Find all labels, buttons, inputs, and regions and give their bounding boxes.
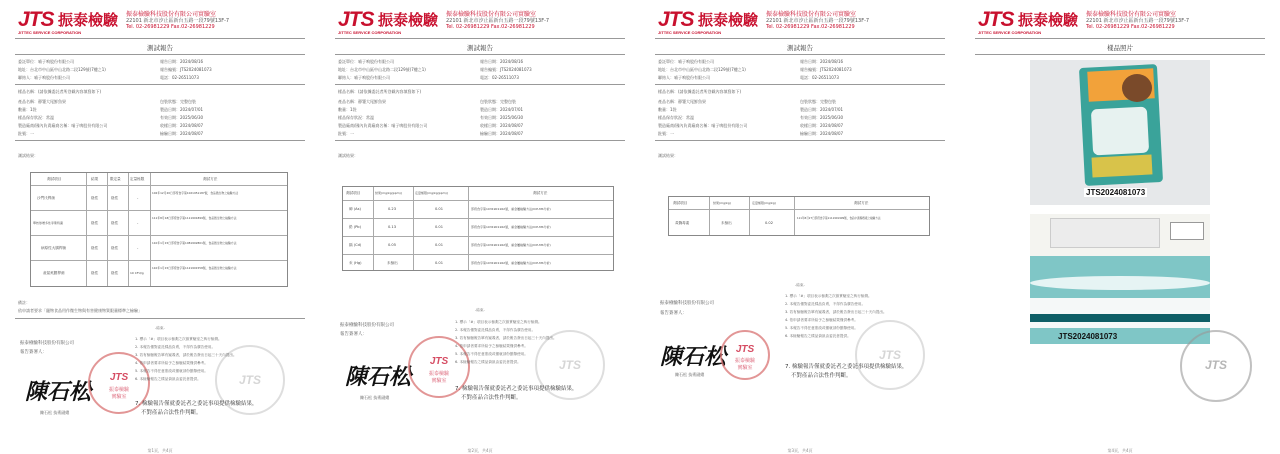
brand-name: 振泰檢驗 <box>698 11 759 29</box>
note-7: 7. 檢驗報告僅就委託者之委託事項提供檢驗結果， <box>785 364 908 370</box>
signer-label: 報告簽署人： <box>20 350 47 355</box>
note: 5. 本報告不得任意塗改或僅就部份節錄使用。 <box>455 352 528 356</box>
client-phone: 電話：02-26511073 <box>480 75 519 80</box>
micro-table <box>30 172 288 287</box>
page-footer: 第1頁，共4頁 <box>147 448 173 453</box>
table-cell: 陰性 <box>111 271 119 275</box>
table-cell: 部授食字第1031901162號，重金屬檢驗方法(ICP-MS分析) <box>471 225 551 229</box>
note-7b: 不對產品合法性作判斷。 <box>141 410 202 416</box>
logo-subtitle: JITTEC SERVICE CORPORATION <box>338 30 402 35</box>
watermark-seal: JTS <box>855 320 925 390</box>
table-cell: - <box>137 221 139 225</box>
note: 6. 本檢驗報告之樣品資訊由委託者提供。 <box>135 377 201 381</box>
logo-subtitle: JITTEC SERVICE CORPORATION <box>978 30 1042 35</box>
mfg-date: 製造日期：2024/07/01 <box>480 107 524 112</box>
corp-address: 22101 新北市汐止區新台五路一段79號13F-7 <box>126 18 230 24</box>
client-address: 地址：台北市中山區中山北路二段129號(7樓之1) <box>18 67 106 72</box>
table-cell: 單核球增多性李斯特菌 <box>33 221 64 225</box>
client: 委託單位：喵子嗚股份有限公司 <box>658 59 714 64</box>
header-rule <box>655 38 945 39</box>
table-header: 測試項目 <box>346 191 361 195</box>
page-title: 樣品照片 <box>1107 44 1133 52</box>
watermark-seal: JTS <box>1180 330 1252 402</box>
page-footer: 第2頁，共4頁 <box>467 448 493 453</box>
signer-name: 陳石松 技術副總 <box>675 372 705 377</box>
photo-caption: JTS2024081073 <box>1086 188 1146 197</box>
end-mark: -結束- <box>155 326 165 330</box>
table-header: 測試方法 <box>854 201 869 205</box>
table-cell: 部授食字第1031901162號，重金屬檢驗方法(ICP-MS分析) <box>471 243 551 247</box>
signature: 陳石松 <box>345 364 412 390</box>
note: 6. 本檢驗報告之樣品資訊由委託者提供。 <box>785 334 851 338</box>
note: 4. 依申請者要求所給予之檢驗結果僅供參考。 <box>135 361 208 365</box>
table-cell: 0.05 <box>388 243 397 247</box>
table-cell: 110年1月15日部授食字第1081902801號，食品微生物之檢驗方法 <box>152 241 237 245</box>
info-rule <box>15 84 305 85</box>
product-name: 產品名稱：靜饕大尾鮮魚果 <box>338 99 386 104</box>
note: 2. 本報告僅對委託樣品負責，不得作為廣告使用。 <box>455 328 536 332</box>
table-header: 定量極限(mg/kg(ppm)) <box>415 191 448 195</box>
table-header: 測試方法 <box>203 177 218 181</box>
sign-company: 振泰檢驗科技股份有限公司 <box>20 341 74 346</box>
expiry-date: 有效日期：2025/06/30 <box>160 115 204 120</box>
logo-subtitle: JITTEC SERVICE CORPORATION <box>658 30 722 35</box>
quantity: 數量：1袋 <box>338 107 357 112</box>
report-page-2 <box>330 0 630 454</box>
client-contact: 聯絡人：喵子嗚股份有限公司 <box>18 75 70 80</box>
table-cell: 111年8月27日部授食字第1111901999號，食品中黃麴毒素之檢驗方法 <box>797 217 881 220</box>
table-cell: 產氣莢膜桿菌 <box>43 271 65 275</box>
remark-text: 依申請者要求「寵物食品用作微生物與有害健康物質限量標準之檢驗」 <box>18 308 142 313</box>
corp-name: 振泰檢驗科技股份有限公司實驗室 <box>126 11 217 18</box>
table-header: 結果 <box>91 177 99 181</box>
header-rule <box>335 38 625 39</box>
jts-logo: JTS <box>658 8 694 31</box>
table-cell: 病原性大腸桿菌 <box>41 246 67 250</box>
note-7: 7. 檢驗報告僅就委託者之委託事項提供檢驗結果， <box>135 401 258 407</box>
sample-heading: 樣品名稱：(請依據委託者所登載內容填寫如下) <box>338 89 422 94</box>
table-cell: 0.01 <box>435 243 444 247</box>
report-number: 報告編號：JTS2024081073 <box>480 67 532 72</box>
table-cell: - <box>137 196 139 200</box>
jts-logo: JTS <box>18 8 54 31</box>
result-label: 測試結果： <box>18 153 38 158</box>
corp-name: 振泰檢驗科技股份有限公司實驗室 <box>766 11 857 18</box>
batch: 批號：一 <box>338 131 354 136</box>
report-page-4 <box>970 0 1270 454</box>
remark-label: 備註： <box>18 300 30 305</box>
table-cell: 0.01 <box>435 225 444 229</box>
sample-photo-back <box>1030 214 1210 344</box>
table-cell: 110年1月15日部授食字第1121901558號，食品微生物之檢驗方法 <box>152 266 237 270</box>
batch: 批號：一 <box>658 131 674 136</box>
note-7: 7. 檢驗報告僅就委託者之委託事項提供檢驗結果， <box>455 386 578 392</box>
page-title: 測試報告 <box>467 44 493 52</box>
table-cell: 未檢出 <box>721 221 732 225</box>
header-rule <box>975 38 1265 39</box>
letterhead <box>338 6 628 36</box>
table-cell: 0.02 <box>765 221 774 225</box>
table-cell: 部授食字第1031901162號，重金屬檢驗方法(ICP-MS分析) <box>471 207 551 211</box>
table-cell: 0.01 <box>435 261 444 265</box>
table-header: 測試項目 <box>673 201 688 205</box>
note: 3. 若有檢驗報告單有疑義者，請於報告發出日起三十天內提出。 <box>455 336 557 340</box>
table-header: 限定量 <box>110 177 121 181</box>
corp-address: 22101 新北市汐止區新台五路一段79號13F-7 <box>766 18 870 24</box>
table-header: 測試方法 <box>533 191 548 195</box>
title-rule <box>335 54 625 55</box>
report-date: 報告日期：2024/08/16 <box>480 59 524 64</box>
page-footer: 第4頁，共4頁 <box>1107 448 1133 453</box>
table-cell: 111年8月18日部授食字第1111901899號，食品微生物之檢驗方法 <box>152 216 237 220</box>
table-header: 定量極限 <box>130 177 145 181</box>
sign-company: 振泰檢驗科技股份有限公司 <box>660 301 714 306</box>
report-number: 報告編號：JTS2024081073 <box>800 67 852 72</box>
photo-caption: JTS2024081073 <box>1058 332 1118 341</box>
page-title: 測試報告 <box>787 44 813 52</box>
note: 1. 標示「#」項目表示檢測之次級實驗室之執行檢測。 <box>135 337 222 341</box>
brand-name: 振泰檢驗 <box>378 11 439 29</box>
signer-name: 陳石松 技術副總 <box>360 395 390 400</box>
signer-label: 報告簽署人： <box>660 311 687 316</box>
receipt-date: 收樣日期：2024/08/07 <box>800 123 844 128</box>
note-7b: 不對產品合法性作判斷。 <box>791 373 852 379</box>
note: 3. 若有檢驗報告單有疑義者，請於報告發出日起三十天內提出。 <box>785 310 887 314</box>
table-cell: 黃麴毒素 <box>675 221 690 225</box>
client-address: 地址：台北市中山區中山北路二段129號(7樓之1) <box>658 67 746 72</box>
corp-address: 22101 新北市汐止區新台五路一段79號13F-7 <box>1086 18 1190 24</box>
client-contact: 聯絡人：喵子嗚股份有限公司 <box>338 75 390 80</box>
storage: 樣品保存狀況：常溫 <box>338 115 374 120</box>
signature: 陳石松 <box>25 379 92 405</box>
table-cell: 汞 (Hg) <box>349 261 362 265</box>
table-cell: 陰性 <box>91 221 99 225</box>
note: 3. 若有檢驗報告單有疑義者，請於報告發出日起三十天內提出。 <box>135 353 237 357</box>
note: 1. 標示「#」項目表示檢測之次級實驗室之執行檢測。 <box>785 294 872 298</box>
client-phone: 電話：02-26511073 <box>800 75 839 80</box>
corp-phone: Tel. 02-26981229 Fax.02-26981229 <box>446 24 535 30</box>
table-header: 測試項目 <box>47 177 62 181</box>
mfg-date: 製造日期：2024/07/01 <box>160 107 204 112</box>
header-rule <box>15 38 305 39</box>
metals-table <box>342 186 614 271</box>
info-rule <box>655 84 945 85</box>
sample-heading: 樣品名稱：(請依據委託者所登載內容填寫如下) <box>18 89 102 94</box>
product-name: 產品名稱：靜饕大尾鮮魚果 <box>658 99 706 104</box>
signer-label: 報告簽署人： <box>340 332 367 337</box>
test-date: 檢驗日期：2024/08/07 <box>480 131 524 136</box>
table-cell: 陰性 <box>91 246 99 250</box>
client-address: 地址：台北市中山區中山北路二段129號(7樓之1) <box>338 67 426 72</box>
corp-phone: Tel. 02-26981229 Fax.02-26981229 <box>766 24 855 30</box>
table-cell: 陰性 <box>111 246 119 250</box>
lab-seal: JTS 振泰檢驗 實驗室 <box>408 336 470 398</box>
receipt-date: 收樣日期：2024/08/07 <box>480 123 524 128</box>
info-rule <box>335 84 625 85</box>
corp-name: 振泰檢驗科技股份有限公司實驗室 <box>446 11 537 18</box>
test-date: 檢驗日期：2024/08/07 <box>800 131 844 136</box>
jts-logo: JTS <box>338 8 374 31</box>
signer-name: 陳石松 技術副總 <box>40 410 70 415</box>
client-phone: 電話：02-26511073 <box>160 75 199 80</box>
table-cell: 鉛 (Pb) <box>349 225 361 229</box>
note: 4. 依申請者要求所給予之檢驗結果僅供參考。 <box>455 344 528 348</box>
watermark-seal: JTS <box>535 330 605 400</box>
sample-heading: 樣品名稱：(請依據委託者所登載內容填寫如下) <box>658 89 742 94</box>
table-cell: - <box>137 246 139 250</box>
letterhead <box>978 6 1268 36</box>
page-footer: 第3頁，共4頁 <box>787 448 813 453</box>
note: 6. 本檢驗報告之樣品資訊由委託者提供。 <box>455 360 521 364</box>
brand-name: 振泰檢驗 <box>1018 11 1079 29</box>
expiry-date: 有效日期：2025/06/30 <box>800 115 844 120</box>
mfg-date: 製造日期：2024/07/01 <box>800 107 844 112</box>
client: 委託單位：喵子嗚股份有限公司 <box>338 59 394 64</box>
sample-rule <box>15 140 305 141</box>
note: 2. 本報告僅對委託樣品負責，不得作為廣告使用。 <box>135 345 216 349</box>
table-cell: 陰性 <box>91 196 99 200</box>
title-rule <box>15 54 305 55</box>
corp-name: 振泰檢驗科技股份有限公司實驗室 <box>1086 11 1177 18</box>
table-cell: 陰性 <box>111 221 119 225</box>
batch: 批號：一 <box>18 131 34 136</box>
storage: 樣品保存狀況：常溫 <box>18 115 54 120</box>
table-cell: 部授食字第1031901162號，重金屬檢驗方法(ICP-MS分析) <box>471 261 551 265</box>
table-cell: 陰性 <box>111 196 119 200</box>
table-cell: 沙門氏桿菌 <box>37 196 55 200</box>
end-mark: -結束- <box>475 308 485 312</box>
note: 1. 標示「#」項目表示檢測之次級實驗室之執行檢測。 <box>455 320 542 324</box>
report-number: 報告編號：JTS2024081073 <box>160 67 212 72</box>
sample-rule <box>335 140 625 141</box>
test-date: 檢驗日期：2024/08/07 <box>160 131 204 136</box>
lab-seal: JTS 振泰檢驗 實驗室 <box>720 330 770 380</box>
package-state: 包裝狀態：完整包裝 <box>160 99 196 104</box>
title-rule <box>975 54 1265 55</box>
client-contact: 聯絡人：喵子嗚股份有限公司 <box>658 75 710 80</box>
table-header: 結果(mg/kg(ppm)) <box>375 191 402 195</box>
table-cell: 10 CFU/g <box>130 271 144 275</box>
sample-rule <box>655 140 945 141</box>
product-name: 產品名稱：靜饕大尾鮮魚果 <box>18 99 66 104</box>
manufacturer: 製造廠商/國內負責廠商名稱：喵子嗚股份有限公司 <box>18 123 108 128</box>
logo-subtitle: JITTEC SERVICE CORPORATION <box>18 30 82 35</box>
client: 委託單位：喵子嗚股份有限公司 <box>18 59 74 64</box>
signature: 陳石松 <box>660 344 727 370</box>
sample-photo-front <box>1030 60 1210 205</box>
report-date: 報告日期：2024/08/16 <box>160 59 204 64</box>
aflatoxin-table <box>668 196 930 236</box>
table-header: 結果(mg/kg) <box>713 201 731 205</box>
remark-rule <box>15 318 305 319</box>
receipt-date: 收樣日期：2024/08/07 <box>160 123 204 128</box>
table-cell: 102年12月20日部授食字第1021951187號，食品微生物之檢驗方法 <box>152 191 239 195</box>
package-state: 包裝狀態：完整包裝 <box>480 99 516 104</box>
corp-phone: Tel. 02-26981229 Fax.02-26981229 <box>1086 24 1175 30</box>
table-cell: 0.01 <box>435 207 444 211</box>
table-cell: 陰性 <box>91 271 99 275</box>
table-cell: 0.23 <box>388 207 397 211</box>
table-cell: 鎘 (Cd) <box>349 243 362 247</box>
note: 5. 本報告不得任意塗改或僅就部份節錄使用。 <box>135 369 208 373</box>
note: 2. 本報告僅對委託樣品負責，不得作為廣告使用。 <box>785 302 866 306</box>
report-date: 報告日期：2024/08/16 <box>800 59 844 64</box>
manufacturer: 製造廠商/國內負責廠商名稱：喵子嗚股份有限公司 <box>338 123 428 128</box>
watermark-seal: JTS <box>215 345 285 415</box>
table-header: 定量極限(mg/kg) <box>752 201 776 205</box>
table-cell: 0.13 <box>388 225 397 229</box>
result-label: 測試結果： <box>658 153 678 158</box>
table-cell: 未檢出 <box>387 261 398 265</box>
note: 5. 本報告不得任意塗改或僅就部份節錄使用。 <box>785 326 858 330</box>
note: 4. 依申請者要求所給予之檢驗結果僅供參考。 <box>785 318 858 322</box>
report-page-3 <box>650 0 950 454</box>
letterhead <box>658 6 948 36</box>
report-page-1 <box>10 0 310 454</box>
letterhead <box>18 6 308 36</box>
package-state: 包裝狀態：完整包裝 <box>800 99 836 104</box>
quantity: 數量：1袋 <box>18 107 37 112</box>
manufacturer: 製造廠商/國內負責廠商名稱：喵子嗚股份有限公司 <box>658 123 748 128</box>
storage: 樣品保存狀況：常溫 <box>658 115 694 120</box>
title-rule <box>655 54 945 55</box>
jts-logo: JTS <box>978 8 1014 31</box>
result-label: 測試結果： <box>338 153 358 158</box>
corp-phone: Tel. 02-26981229 Fax.02-26981229 <box>126 24 215 30</box>
sign-company: 振泰檢驗科技股份有限公司 <box>340 323 394 328</box>
table-cell: 砷 (As) <box>349 207 361 211</box>
brand-name: 振泰檢驗 <box>58 11 119 29</box>
expiry-date: 有效日期：2025/06/30 <box>480 115 524 120</box>
quantity: 數量：1袋 <box>658 107 677 112</box>
corp-address: 22101 新北市汐止區新台五路一段79號13F-7 <box>446 18 550 24</box>
note-7b: 不對產品合法性作判斷。 <box>461 395 522 401</box>
page-title: 測試報告 <box>147 44 173 52</box>
end-mark: -結束- <box>795 283 805 287</box>
lab-seal: JTS 振泰檢驗 實驗室 <box>88 352 150 414</box>
